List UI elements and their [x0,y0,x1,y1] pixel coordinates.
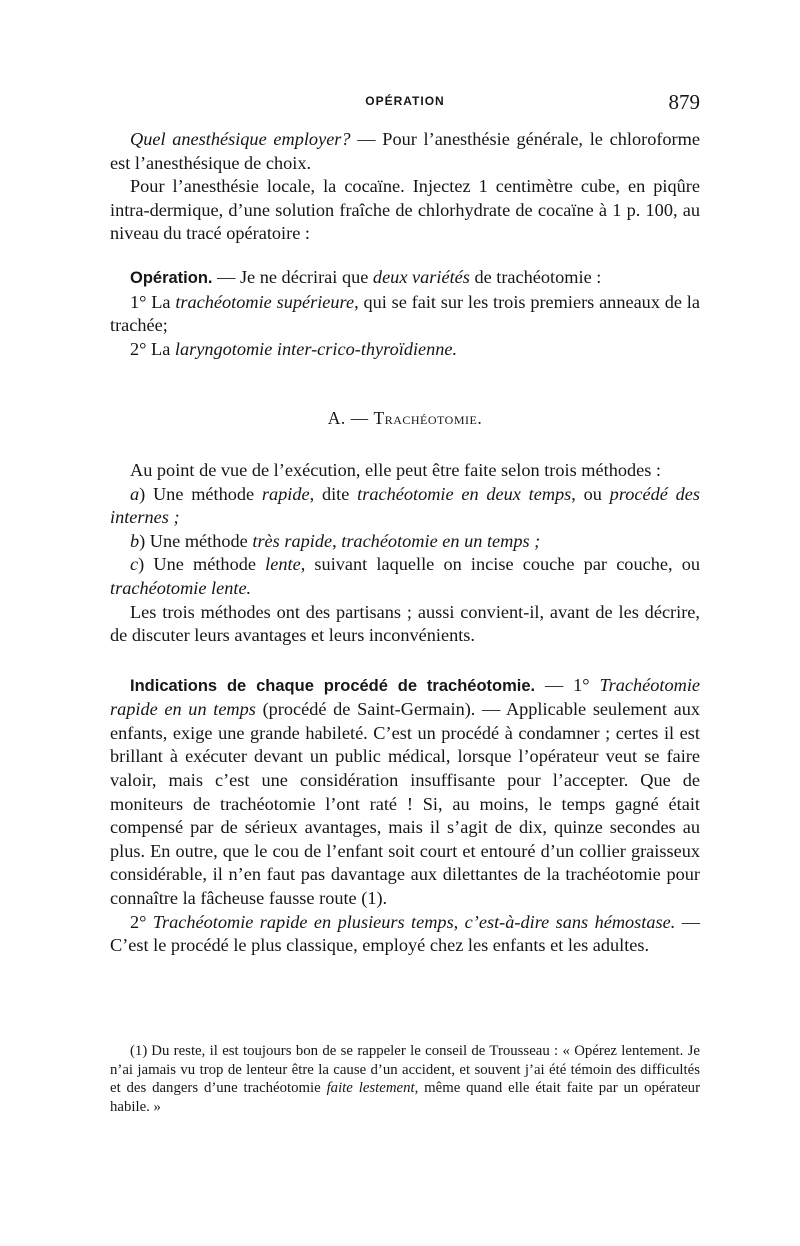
item-italic: très rapide [252,530,333,551]
paragraph-anesthetic-choice [110,128,700,175]
paragraph-methods-intro [110,459,700,483]
item-italic: Trachéotomie rapide en plusieurs temps, c’est-à-dire sans hémostase. [152,911,676,932]
item-italic: trachéotomie en un temps ; [341,530,541,551]
page-body [110,128,700,958]
paragraph-text: Les trois méthodes ont des partisans ; aussi convient-il, avant de les décrire, de discuter leurs avantages et leurs inconvénients. [110,601,700,646]
paragraph-local-anesthesia [110,175,700,246]
paragraph-text: — Je ne décrirai que [212,266,373,287]
paragraph-text: Pour l’anesthésie locale, la cocaïne. Injectez 1 centimètre cube, en piqûre intra-dermique, d’une solution fraîche de chlorhydrate de cocaïne à 1 p. 100, au niveau du tracé opératoire : [110,176,700,244]
item-italic: trachéotomie supérieure [175,291,355,312]
footnote-italic: faite lestement [326,1080,415,1097]
paragraph-text: (procédé de Saint-Germain). — Applicable seulement aux enfants, exige une grande habileté. C’est un procédé à condamner ; certes il est brillant à exécuter devant un public médical, lorsque l’opérateur veut se faire valoir, mais c’est une considération insuffisante pour l’accepter. Que de moniteurs de trachéotomie l’ont raté ! Si, au moins, le temps gagné était compensé par de sérieux avantages, mais il s’agit de dix, quinze secondes au plus. En outre, que le cou de l’enfant soit court et entouré d’un collier graisseux considérable, il n’en faut pas davantage aux dilettantes de la trachéotomie pour connaître la fâcheuse fausse route (1). [110,699,700,909]
item-letter: b [130,530,140,551]
paragraph-text: Au point de vue de l’exécution, elle peut être faite selon trois méthodes : [130,459,662,480]
item-text: — C’est le procédé le plus classique, employé chez les enfants et les adultes. [110,911,700,956]
indications-heading: Indications de chaque procédé de trachéotomie. [130,676,536,695]
item-italic: lente [265,554,301,575]
operation-heading: Opération. [130,268,213,287]
paragraph-text: — Pour l’anesthésie générale, le chloroforme est l’anesthésique de choix. [110,129,700,173]
paragraph-rapid-several-stages [110,911,700,958]
item-text: , suivant laquelle on incise couche par couche, ou [300,554,700,575]
item-italic: procédé des internes ; [110,483,700,528]
item-text: , dite [309,483,358,504]
paragraph-indications [110,674,700,911]
method-item-c [110,553,700,600]
page-header [110,90,700,120]
emphasis-italic: deux variétés [372,266,470,287]
question-italic: Quel anesthésique employer? [130,129,351,149]
item-italic: trachéotomie en deux temps [357,483,572,504]
page-number: 879 [668,90,700,114]
method-item-b [110,530,700,554]
item-text: , ou [571,483,610,504]
item-prefix: 1° La [130,291,176,312]
item-text: , [332,530,342,551]
section-heading [110,407,700,431]
item-italic: trachéotomie lente. [110,577,252,598]
item-text: ) Une méthode [139,530,253,551]
footnote-mark: (1) [130,1043,148,1059]
paragraph-italic: Trachéotomie rapide en un temps [110,674,701,720]
paragraph-text: de trachéotomie : [469,266,602,287]
item-letter: c [130,554,139,575]
item-prefix: 2° [130,911,153,932]
section-title: Trachéotomie. [373,408,483,429]
paragraph-partisans [110,601,700,648]
item-italic: rapide [261,483,310,504]
method-item-a [110,483,700,530]
footnote-text: Du reste, il est toujours bon de se rappeler le conseil de Trousseau : « Opérez lentement. Je n’ai jamais vu trop de lenteur être la cause d’un accident, et souvent j’ai été témoin des difficultés et des dangers d’une trachéotomie [110,1043,700,1097]
footnote-text: , même quand elle était faite par un opérateur habile. » [110,1080,701,1115]
running-title: OPÉRATION [365,94,445,108]
item-letter: a [130,483,140,504]
footnote [110,1042,700,1116]
paragraph-operation [110,266,700,291]
item-italic: laryngotomie inter-crico-thyroïdienne. [174,338,458,359]
list-item-laryngotomy [110,338,700,362]
item-prefix: 2° La [130,338,175,359]
item-text: ) Une méthode [138,554,266,575]
list-item-superior-tracheotomy [110,291,700,338]
paragraph-text: — 1° [535,674,600,695]
item-text: , qui se fait sur les trois premiers anneaux de la trachée; [110,291,701,336]
section-number: A. — [327,408,374,429]
item-text: ) Une méthode [139,483,262,504]
